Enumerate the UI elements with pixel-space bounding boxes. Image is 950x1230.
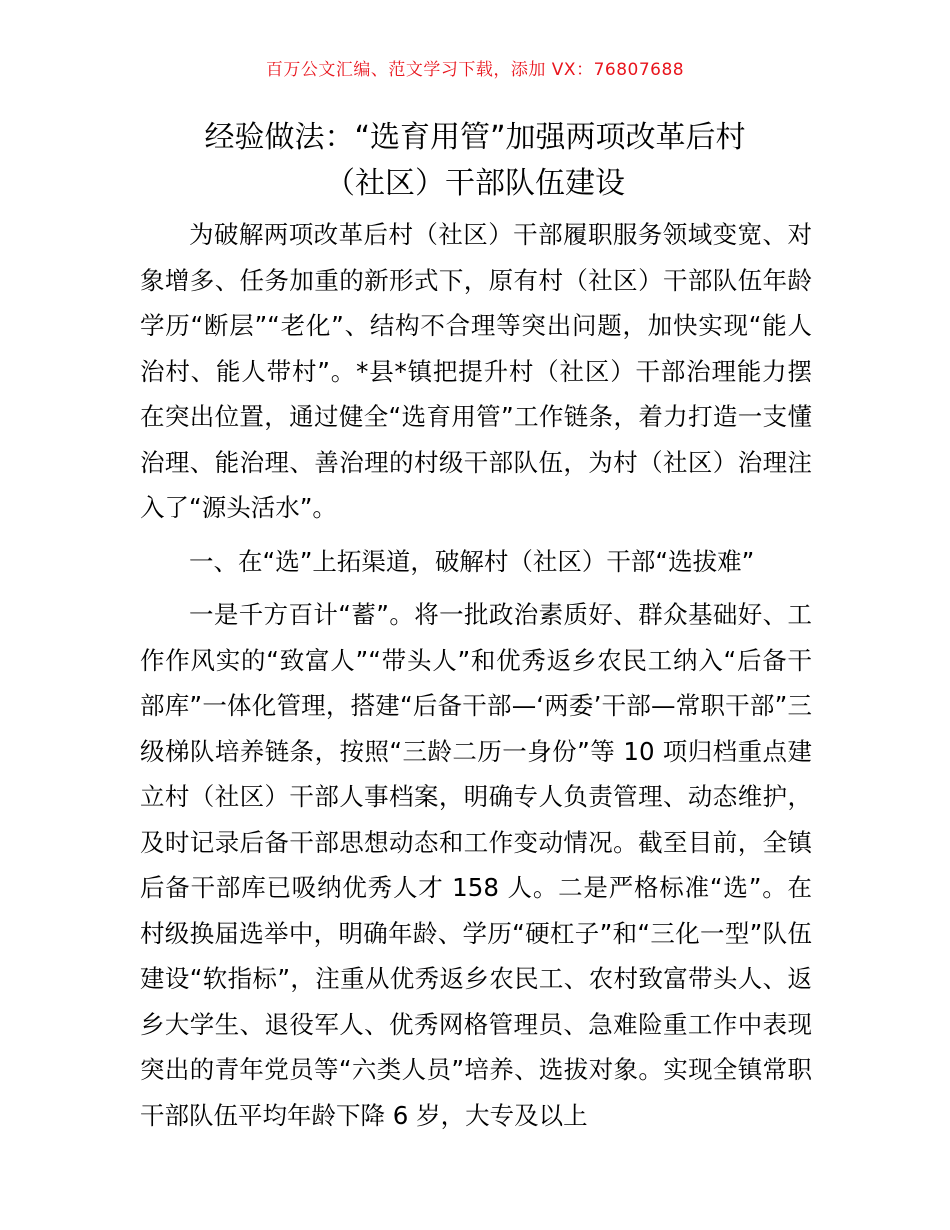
- title-line-2: （社区）干部队伍建设: [325, 166, 625, 201]
- document-body: [140, 212, 812, 1138]
- body-paragraph: 一是千方百计“蓄”。将一批政治素质好、群众基础好、工作作风实的“致富人”“带头人”和优秀返乡农民工纳入“后备干部库”一体化管理，搭建“后备干部—‘两委’干部—常职干部”三级梯队培养链条，按照“三龄二历一身份”等 10 项归档重点建立村（社区）干部人事档案，明确专人负责管理、动态维护，及时记录后备干部思想动态和工作变动情况。截至目前，全镇后备干部库已吸纳优秀人才 158 人。二是严格标准“选”。在村级换届选举中，明确年龄、学历“硬杠子”和“三化一型”队伍建设“软指标”，注重从优秀返乡农民工、农村致富带头人、返乡大学生、退役军人、优秀网格管理员、急难险重工作中表现突出的青年党员等“六类人员”培养、选拔对象。实现全镇常职干部队伍平均年龄下降 6 岁，大专及以上: [140, 600, 812, 1130]
- title-line-1: 经验做法：“选育用管”加强两项改革后村: [204, 120, 746, 155]
- intro-paragraph: 为破解两项改革后村（社区）干部履职服务领域变宽、对象增多、任务加重的新形式下，原有村（社区）干部队伍年龄学历“断层”“老化”、结构不合理等突出问题，加快实现“能人治村、能人带村”。*县*镇把提升村（社区）干部治理能力摆在突出位置，通过健全“选育用管”工作链条，着力打造一支懂治理、能治理、善治理的村级干部队伍，为村（社区）治理注入了“源头活水”。: [140, 220, 812, 522]
- watermark-text: 百万公文汇编、范文学习下载，添加 VX：76807688: [265, 60, 685, 80]
- section-heading: 一、在“选”上拓渠道，破解村（社区）干部“选拔难”: [189, 546, 755, 576]
- document-title: [120, 115, 830, 207]
